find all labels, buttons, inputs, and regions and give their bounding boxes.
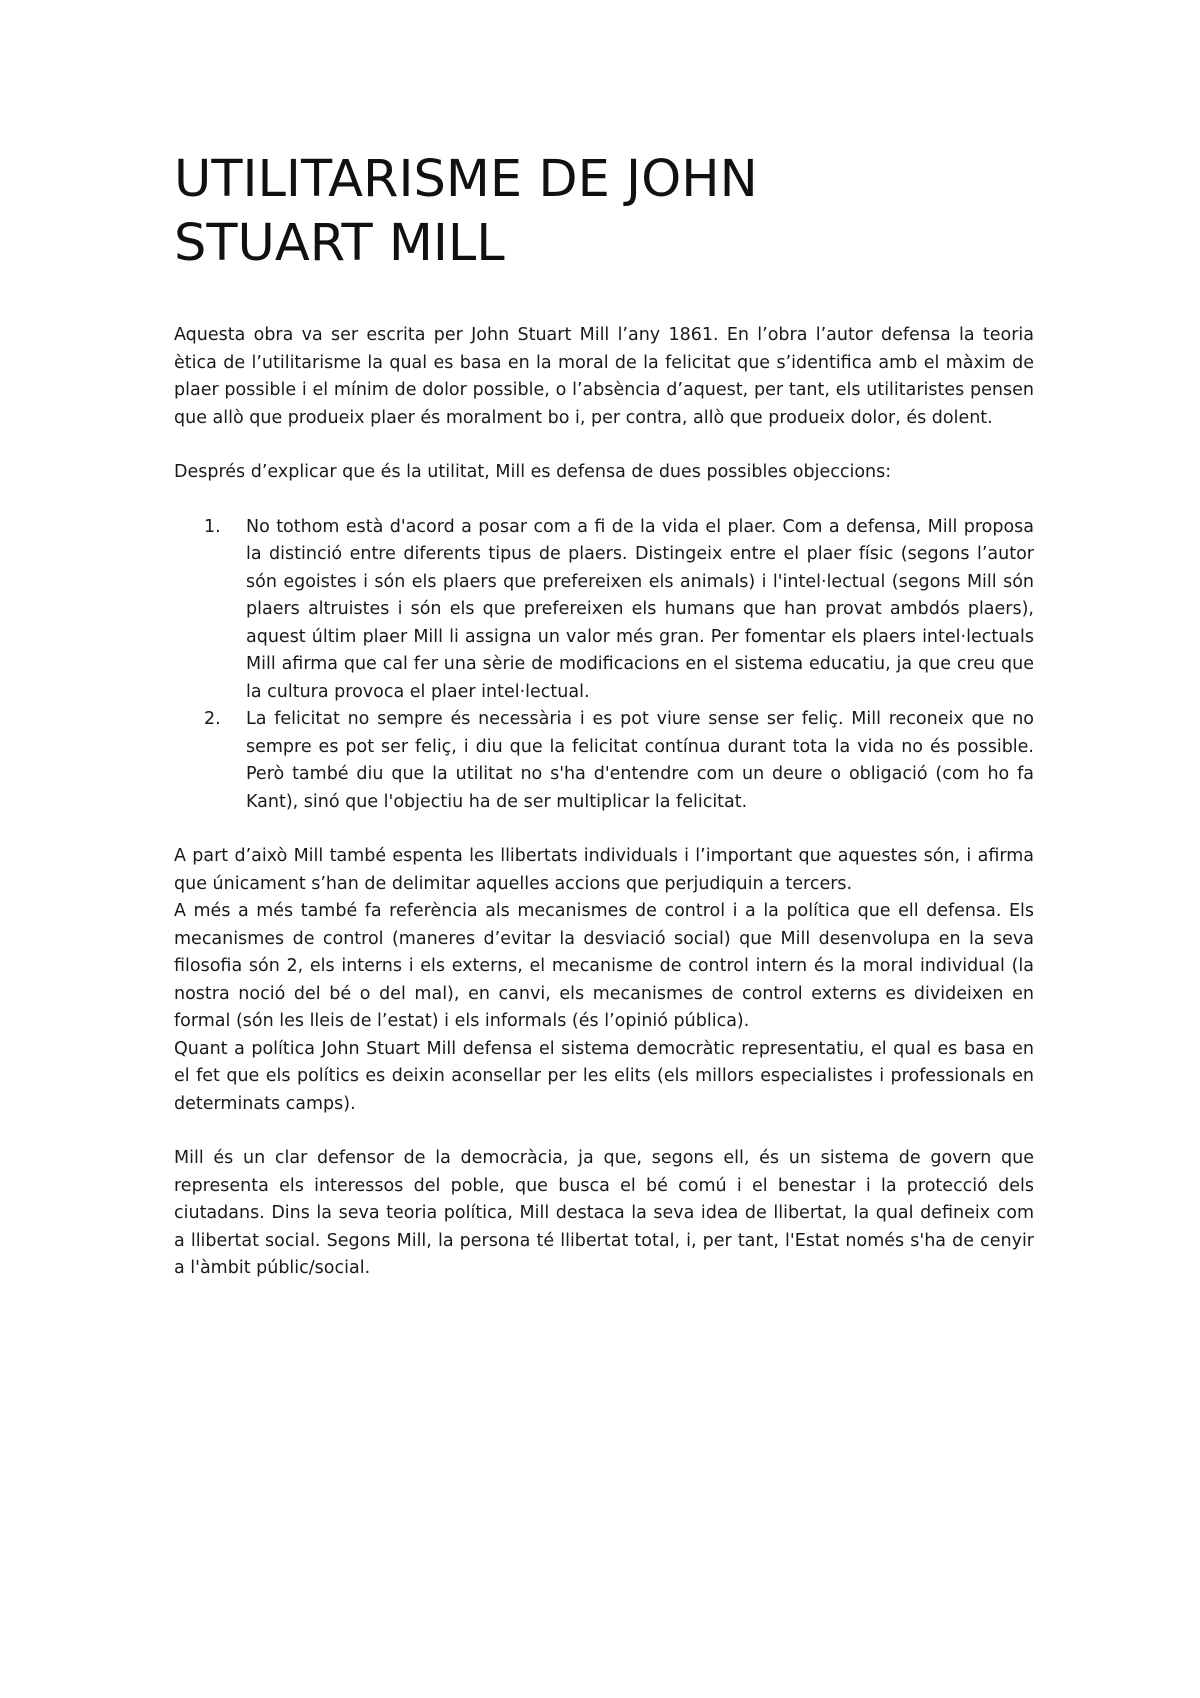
objections-intro-paragraph: Després d’explicar que és la utilitat, Mill es defensa de dues possibles objeccions: [174, 462, 892, 482]
freedoms-paragraph: A part d’això Mill també espenta les llibertats individuals i l’important que aquestes són, i afirma que únicament s’han de delimitar aquelles accions que perjudiquin a tercers. [174, 846, 1034, 894]
list-item [174, 514, 1034, 707]
democracy-paragraph: Mill és un clar defensor de la democràcia, ja que, segons ell, és un sistema de govern que representa els interessos del poble, que busca el bé comú i el benestar i la protecció dels ciutadans. Dins la seva teoria política, Mill destaca la seva idea de llibertat, la qual defineix com a llibertat social. Segons Mill, la persona té llibertat total, i, per tant, l'Estat només s'ha de cenyir a l'àmbit públic/social. [174, 1148, 1034, 1278]
title-line-2: STUART MILL [174, 214, 505, 273]
control-paragraph: A més a més també fa referència als mecanismes de control i a la política que ell defensa. Els mecanismes de control (maneres d’evitar la desviació social) que Mill desenvolupa en la seva filosofia són 2, els interns i els externs, el mecanisme de control intern és la moral individual (la nostra noció del bé o del mal), en canvi, els mecanismes de control externs es divideixen en formal (són les lleis de l’estat) i els informals (és l’opinió pública). [174, 901, 1034, 1031]
title-line-1: UTILITARISME DE JOHN [174, 150, 758, 209]
document-page [174, 148, 1034, 1283]
spacer [174, 816, 1034, 843]
page-title [174, 148, 1034, 276]
list-item-text: No tothom està d'acord a posar com a fi de la vida el plaer. Com a defensa, Mill proposa la distinció entre diferents tipus de plaers. Distingeix entre el plaer físic (segons l’autor són egoistes i són els plaers que prefereixen els animals) i l'intel·lectual (segons Mill són plaers altruistes i són els que prefereixen els humans que han provat ambdós plaers), aquest últim plaer Mill li assigna un valor més gran. Per fomentar els plaers intel·lectuals Mill afirma que cal fer una sèrie de modificacions en el sistema educatiu, ja que creu que la cultura provoca el plaer intel·lectual. [246, 516, 1034, 702]
objections-list [174, 514, 1034, 817]
intro-paragraph: Aquesta obra va ser escrita per John Stuart Mill l’any 1861. En l’obra l’autor defensa la teoria ètica de l’utilitarisme la qual es basa en la moral de la felicitat que s’identifica amb el màxim de plaer possible i el mínim de dolor possible, o l’absència d’aquest, per tant, els utilitaristes pensen que allò que produeix plaer és moralment bo i, per contra, allò que produeix dolor, és dolent. [174, 325, 1034, 428]
list-item-number: 1. [204, 516, 221, 537]
list-item [174, 706, 1034, 816]
spacer [174, 487, 1034, 514]
politics-paragraph: Quant a política John Stuart Mill defensa el sistema democràtic representatiu, el qual es basa en el fet que els polítics es deixin aconsellar per les elits (els millors especialistes i professionals en determinats camps). [174, 1038, 1034, 1114]
list-item-number: 2. [204, 709, 221, 729]
list-item-text: La felicitat no sempre és necessària i es pot viure sense ser feliç. Mill reconeix que no sempre es pot ser feliç, i diu que la felicitat contínua durant tota la vida no és possible. Però també diu que la utilitat no s'ha d'entendre com un deure o obligació (com ho fa Kant), sinó que l'objectiu ha de ser multiplicar la felicitat. [246, 709, 1034, 812]
spacer [174, 432, 1034, 459]
spacer [174, 1118, 1034, 1145]
